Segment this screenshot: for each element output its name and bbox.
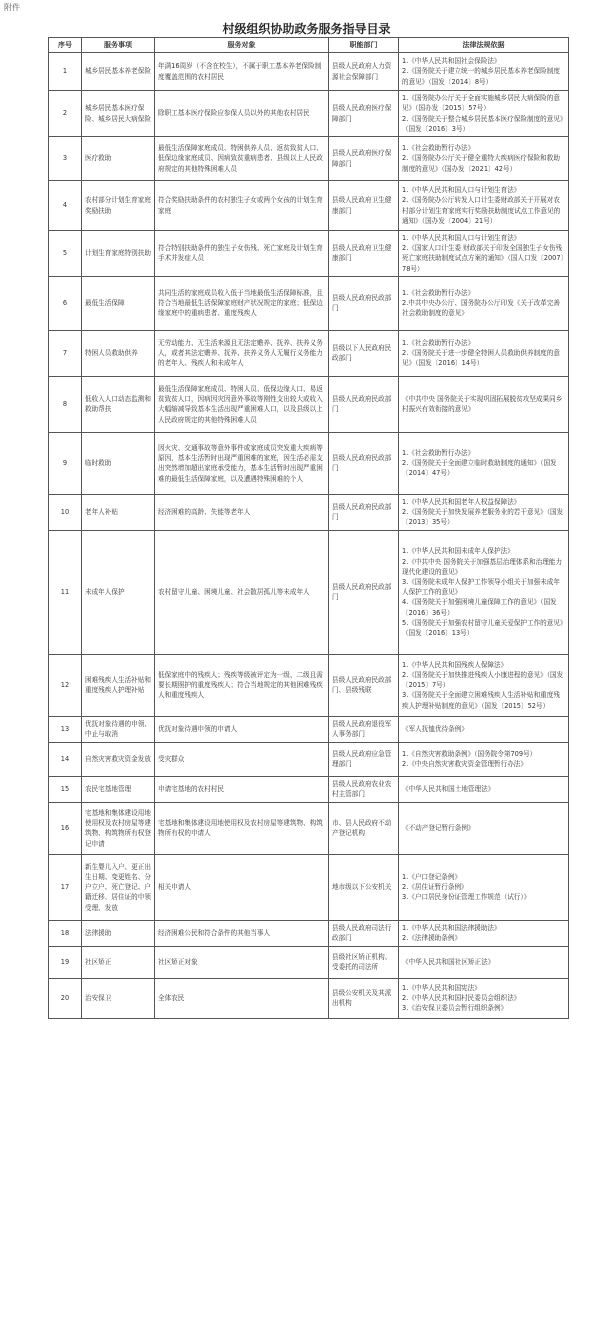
row-number: 7 [49, 330, 82, 376]
service-target: 最低生活保障家庭成员、特困人员、低保边缘人口、易返贫致贫人口，因病因灾因意外事故等刚性支出较大或收入大幅缩减导致基本生活出现严重困难人口，以及县级以上人民政府规定的其他特殊困难人员 [155, 376, 329, 432]
service-item: 新生婴儿入户、更正出生日期、变更姓名、分户立户、死亡登记、户籍迁移、居住证的申领受理、发放 [82, 854, 155, 920]
service-target: 除职工基本医疗保险应参保人员以外的其他农村居民 [155, 91, 329, 137]
table-row [49, 53, 569, 91]
service-target: 因火灾、交通事故等意外事件或家庭成员突发重大疾病等原因，基本生活暂时出现严重困难的家庭，因生活必需支出突然增加超出家庭承受能力，基本生活暂时出现严重困难的最低生活保障家庭，以及遭遇特殊困难的个人 [155, 432, 329, 494]
responsible-dept: 县级以下人民政府民政部门 [329, 330, 399, 376]
legal-basis-item: 2.《中央自然灾害救灾资金管理暂行办法》 [402, 760, 527, 769]
legal-basis-item: 1.《中华人民共和国老年人权益保障法》 [402, 498, 521, 507]
responsible-dept: 县级人民政府民政部门 [329, 376, 399, 432]
service-target: 年满16周岁（不含在校生），不属于职工基本养老保险制度覆盖范围的农村居民 [155, 53, 329, 91]
table-body [49, 53, 569, 1019]
table-row [49, 776, 569, 802]
service-item: 宅基地和集体建设用地使用权及农村房屋等建筑物、构筑物所有权登记申请 [82, 802, 155, 854]
legal-basis [399, 137, 569, 181]
legal-basis-item: 1.《社会救助暂行办法》 [402, 449, 475, 458]
row-number: 19 [49, 946, 82, 978]
service-target: 符合特别扶助条件的独生子女伤残、死亡家庭及计划生育手术并发症人员 [155, 231, 329, 277]
service-item: 农民宅基地管理 [82, 776, 155, 802]
service-item: 城乡居民基本医疗保险、城乡居民大病保险 [82, 91, 155, 137]
attachment-label: 附件 [4, 3, 20, 12]
service-target: 经济困难公民和符合条件的其他当事人 [155, 920, 329, 946]
table-row [49, 276, 569, 330]
legal-basis-item: 2.《国务院关于加快推进残疾人小康进程的意见》（国发〔2015〕7号） [402, 671, 564, 690]
row-number: 20 [49, 978, 82, 1018]
page-title: 村级组织协助政务服务指导目录 [222, 22, 391, 36]
service-item: 困难残疾人生活补贴和重度残疾人护理补贴 [82, 654, 155, 716]
row-number: 18 [49, 920, 82, 946]
legal-basis-item: 2.《国务院关于进一步健全特困人员救助供养制度的意见》（国发〔2016〕14号） [402, 349, 560, 368]
service-item: 未成年人保护 [82, 530, 155, 654]
legal-basis-item: 1.《户口登记条例》 [402, 873, 462, 882]
service-target: 符合奖励扶助条件的农村独生子女或两个女孩的计划生育家庭 [155, 181, 329, 231]
table-row [49, 654, 569, 716]
row-number: 4 [49, 181, 82, 231]
table-row [49, 181, 569, 231]
service-target: 最低生活保障家庭成员、特困供养人员、返贫致贫人口、低保边缘家庭成员、因病致贫重病患者、县级以上人民政府规定的其他特殊困难人员 [155, 137, 329, 181]
table-row [49, 91, 569, 137]
service-target: 低保家庭中的残疾人；残疾等级被评定为一级、二级且需要长期照护的重度残疾人；符合当地规定的其他困难残疾人和重度残疾人 [155, 654, 329, 716]
legal-basis [399, 802, 569, 854]
row-number: 9 [49, 432, 82, 494]
service-target: 宅基地和集体建设用地使用权及农村房屋等建筑物、构筑物所有权的申请人 [155, 802, 329, 854]
row-number: 2 [49, 91, 82, 137]
legal-basis-item: 2.《国务院关于加快发展养老服务业的若干意见》（国发〔2013〕35号） [402, 508, 564, 527]
responsible-dept: 县级人民政府民政部门 [329, 494, 399, 530]
service-target: 优抚对象待遇申领的申请人 [155, 716, 329, 742]
legal-basis-item: 1.《中华人民共和国人口与计划生育法》 [402, 234, 521, 242]
legal-basis [399, 91, 569, 137]
legal-basis [399, 742, 569, 776]
service-item: 法律援助 [82, 920, 155, 946]
legal-basis [399, 53, 569, 91]
legal-basis-item: 2.《法律援助条例》 [402, 934, 462, 943]
legal-basis-item: 《中共中央 国务院关于实现巩固拓展脱贫攻坚成果同乡村振兴有效衔接的意见》 [402, 395, 563, 414]
legal-basis-item: 3.《国务院关于全面建立困难残疾人生活补贴和重度残疾人护理补贴制度的意见》（国发〔2015〕52号） [402, 691, 560, 710]
header-item: 服务事项 [82, 38, 155, 53]
service-item: 治安保卫 [82, 978, 155, 1018]
legal-basis-item: 《不动产登记暂行条例》 [402, 824, 475, 833]
legal-basis-item: 2.《居住证暂行条例》 [402, 883, 468, 892]
legal-basis-item: 2.《国务院办公厅转发人口计生委财政部关于开展对农村部分计划生育家庭实行奖励扶助制度试点工作意见的通知》（国办发〔2004〕21号） [402, 196, 561, 225]
legal-basis [399, 231, 569, 277]
legal-basis-item: 4.《国务院关于加强困境儿童保障工作的意见》（国发〔2016〕36号） [402, 598, 557, 617]
legal-basis [399, 776, 569, 802]
header-target: 服务对象 [155, 38, 329, 53]
legal-basis-item: 1.《中华人民共和国法律援助法》 [402, 924, 501, 933]
row-number: 12 [49, 654, 82, 716]
legal-basis-item: 2.《国务院关于全面建立临时救助制度的通知》（国发〔2014〕47号） [402, 459, 557, 478]
service-item: 自然灾害救灾资金发放 [82, 742, 155, 776]
service-item: 老年人补贴 [82, 494, 155, 530]
responsible-dept: 县级人民政府民政部门 [329, 276, 399, 330]
service-target: 共同生活的家庭成员收入低于当地最低生活保障标准，且符合当地最低生活保障家庭财产状况规定的家庭；低保边缘家庭中的重病患者、重度残疾人 [155, 276, 329, 330]
legal-basis-item: 1.《中华人民共和国未成年人保护法》 [402, 547, 514, 556]
table-row [49, 330, 569, 376]
legal-basis [399, 978, 569, 1018]
legal-basis [399, 376, 569, 432]
service-item: 临时救助 [82, 432, 155, 494]
legal-basis-item: 1.《中华人民共和国社会保险法》 [402, 57, 501, 66]
table-row [49, 854, 569, 920]
table-row [49, 978, 569, 1018]
legal-basis-item: 《军人抚恤优待条例》 [402, 725, 468, 734]
table-row [49, 530, 569, 654]
responsible-dept: 县级人民政府卫生健康部门 [329, 181, 399, 231]
service-target: 受灾群众 [155, 742, 329, 776]
row-number: 10 [49, 494, 82, 530]
table-row [49, 376, 569, 432]
legal-basis-item: 2.中共中央办公厅、国务院办公厅印发《关于改革完善社会救助制度的意见》 [402, 299, 560, 318]
row-number: 5 [49, 231, 82, 277]
legal-basis [399, 276, 569, 330]
legal-basis-item: 1.《社会救助暂行办法》 [402, 289, 475, 298]
service-target: 经济困难的高龄、失能等老年人 [155, 494, 329, 530]
responsible-dept: 县级人民政府司法行政部门 [329, 920, 399, 946]
legal-basis-item: 《中华人民共和国土地管理法》 [402, 785, 495, 794]
service-catalog-table [48, 37, 569, 1019]
service-item: 最低生活保障 [82, 276, 155, 330]
responsible-dept: 县级人民政府人力资源社会保障部门 [329, 53, 399, 91]
service-item: 医疗救助 [82, 137, 155, 181]
responsible-dept: 县级人民政府医疗保障部门 [329, 91, 399, 137]
table-row [49, 802, 569, 854]
row-number: 14 [49, 742, 82, 776]
legal-basis [399, 946, 569, 978]
row-number: 15 [49, 776, 82, 802]
table-row [49, 137, 569, 181]
service-target: 社区矫正对象 [155, 946, 329, 978]
responsible-dept: 县级人民政府民政部门、县级残联 [329, 654, 399, 716]
table-header-row [49, 38, 569, 53]
row-number: 6 [49, 276, 82, 330]
service-target: 申请宅基地的农村村民 [155, 776, 329, 802]
row-number: 17 [49, 854, 82, 920]
service-item: 优抚对象待遇的申领、中止与取消 [82, 716, 155, 742]
responsible-dept: 县级公安机关及其派出机构 [329, 978, 399, 1018]
responsible-dept: 地市级以下公安机关 [329, 854, 399, 920]
responsible-dept: 县级人民政府医疗保障部门 [329, 137, 399, 181]
row-number: 11 [49, 530, 82, 654]
legal-basis [399, 654, 569, 716]
header-laws: 法律法规依据 [399, 38, 569, 53]
responsible-dept: 县级人民政府卫生健康部门 [329, 231, 399, 277]
legal-basis-item: 2.《国务院关于建立统一的城乡居民基本养老保险制度的意见》（国发〔2014〕8号） [402, 67, 560, 86]
legal-basis-item: 3.《国务院未成年人保护工作领导小组关于加强未成年人保护工作的意见》 [402, 578, 560, 597]
responsible-dept: 县级人民政府应急管理部门 [329, 742, 399, 776]
service-item: 社区矫正 [82, 946, 155, 978]
responsible-dept: 市、县人民政府不动产登记机构 [329, 802, 399, 854]
service-item: 特困人员救助供养 [82, 330, 155, 376]
responsible-dept: 县级人民政府民政部门 [329, 432, 399, 494]
table-row [49, 231, 569, 277]
table-row [49, 494, 569, 530]
service-target: 全体农民 [155, 978, 329, 1018]
row-number: 1 [49, 53, 82, 91]
legal-basis [399, 330, 569, 376]
legal-basis-item: 1.《国务院办公厅关于全面实施城乡居民大病保险的意见》（国办发〔2015〕57号） [402, 94, 560, 113]
legal-basis-item: 2.《中共中央 国务院关于加强基层治理体系和治理能力现代化建设的意见》 [402, 557, 563, 576]
header-no: 序号 [49, 38, 82, 53]
legal-basis-item: 1.《社会救助暂行办法》 [402, 339, 475, 348]
table-row [49, 432, 569, 494]
legal-basis [399, 530, 569, 654]
row-number: 3 [49, 137, 82, 181]
service-item: 低收入人口动态监测和救助帮扶 [82, 376, 155, 432]
header-dept: 职能部门 [329, 38, 399, 53]
legal-basis-item: 1.《中华人民共和国残疾人保障法》 [402, 660, 508, 669]
legal-basis-item: 2.《国家人口计生委 财政部关于印发全国独生子女伤残死亡家庭扶助制度试点方案的通知》（国人口发〔2007〕78号） [402, 244, 564, 273]
service-target: 无劳动能力、无生活来源且无法定赡养、抚养、扶养义务人，或者其法定赡养、抚养、扶养义务人无履行义务能力的老年人、残疾人和未成年人 [155, 330, 329, 376]
legal-basis [399, 432, 569, 494]
responsible-dept: 县级人民政府退役军人事务部门 [329, 716, 399, 742]
legal-basis-item: 1.《自然灾害救助条例》（国务院令第709号） [402, 750, 537, 759]
legal-basis [399, 494, 569, 530]
responsible-dept: 县级人民政府农业农村主管部门 [329, 776, 399, 802]
legal-basis [399, 716, 569, 742]
row-number: 8 [49, 376, 82, 432]
legal-basis-item: 3.《治安保卫委员会暂行组织条例》 [402, 1004, 508, 1013]
responsible-dept: 县级社区矫正机构、受委托的司法所 [329, 946, 399, 978]
legal-basis [399, 181, 569, 231]
service-item: 城乡居民基本养老保险 [82, 53, 155, 91]
table-row [49, 920, 569, 946]
legal-basis-item: 3.《户口居民身份证管理工作规范（试行）》 [402, 893, 531, 902]
responsible-dept: 县级人民政府民政部门 [329, 530, 399, 654]
legal-basis-item: 1.《中华人民共和国人口与计划生育法》 [402, 186, 521, 195]
legal-basis-item: 1.《中华人民共和国宪法》 [402, 984, 481, 993]
legal-basis [399, 854, 569, 920]
legal-basis-item: 2.《中华人民共和国村民委员会组织法》 [402, 994, 521, 1003]
row-number: 16 [49, 802, 82, 854]
legal-basis-item: 2.《国务院关于整合城乡居民基本医疗保险制度的意见》（国发〔2016〕3号） [402, 114, 564, 133]
service-item: 计划生育家庭特别扶助 [82, 231, 155, 277]
service-target: 相关申请人 [155, 854, 329, 920]
legal-basis-item: 《中华人民共和国社区矫正法》 [402, 958, 495, 967]
table-row [49, 742, 569, 776]
legal-basis [399, 920, 569, 946]
table-row [49, 716, 569, 742]
table-row [49, 946, 569, 978]
service-item: 农村部分计划生育家庭奖励扶助 [82, 181, 155, 231]
legal-basis-item: 5.《国务院关于加强农村留守儿童关爱保护工作的意见》（国发〔2016〕13号） [402, 618, 564, 638]
service-target: 农村留守儿童、困境儿童、社会散居孤儿等未成年人 [155, 530, 329, 654]
legal-basis-item: 2.《国务院办公厅关于健全重特大疾病医疗保险和救助制度的意见》（国办发〔2021〕42号） [402, 154, 560, 173]
row-number: 13 [49, 716, 82, 742]
legal-basis-item: 1.《社会救助暂行办法》 [402, 144, 475, 153]
